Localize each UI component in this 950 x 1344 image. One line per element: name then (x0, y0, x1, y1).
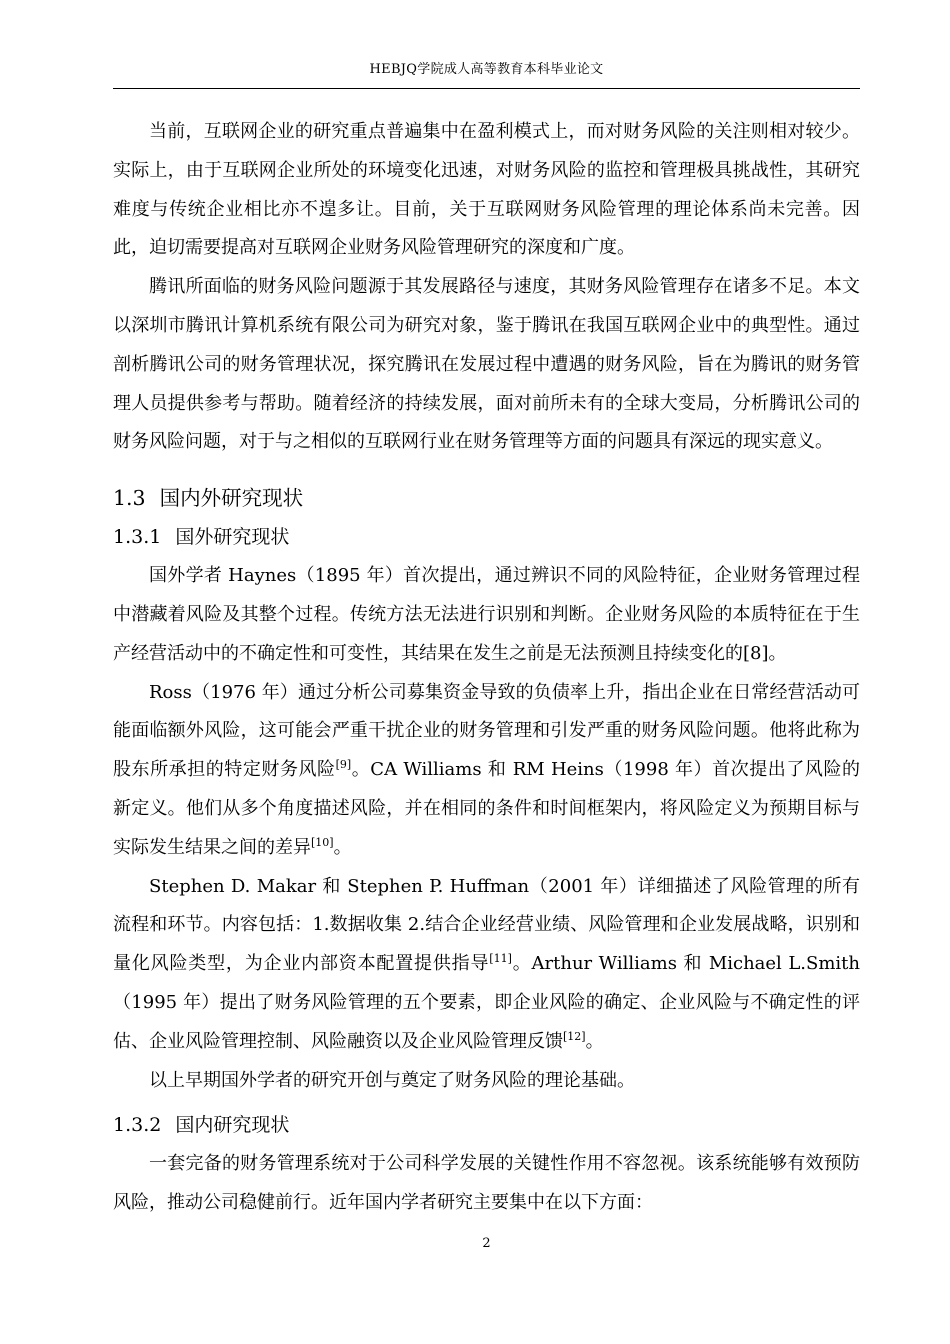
text-run: Ross（1976 年）通过分析公司募集资金导致的负债率上升，指出企业在日常经营活动可能面临额外风险，这可能会严重干扰企业的财务管理和引发严重的财务风险问题。他将此称为股东所承担的特定财务风险 (113, 681, 860, 781)
paragraph-foreign-1: 国外学者 Haynes（1895 年）首次提出，通过辨识不同的风险特征，企业财务管理过程中潜藏着风险及其整个过程。传统方法无法进行识别和判断。企业财务风险的本质特征在于生产经营活动中的不确定性和可变性，其结果在发生之前是无法预测且持续变化的[8]。 (113, 565, 860, 664)
page-body (113, 113, 860, 1223)
subsection-heading-1-3-2 (113, 1113, 860, 1137)
subsection-title: 国内研究现状 (175, 1114, 290, 1137)
citation: [9] (335, 758, 352, 772)
header-rule (113, 88, 860, 89)
text-run: 。 (333, 836, 352, 858)
paragraph-foreign-3 (113, 868, 860, 1062)
paragraph-foreign-4: 以上早期国外学者的研究开创与奠定了财务风险的理论基础。 (149, 1069, 635, 1091)
text-run: 。 (585, 1030, 604, 1052)
citation: [11] (489, 952, 512, 966)
paragraph-domestic-1: 一套完备的财务管理系统对于公司科学发展的关键性作用不容忽视。该系统能够有效预防风险，推动公司稳健前行。近年国内学者研究主要集中在以下方面： (113, 1153, 860, 1214)
subsection-heading-1-3-1 (113, 525, 860, 549)
paragraph-foreign-2 (113, 674, 860, 868)
section-heading-1-3 (113, 486, 860, 510)
subsection-number: 1.3.1 (113, 526, 162, 549)
text-run: 。CA Williams 和 RM Heins（1998 年）首次提出了风险的新定义。他们从多个角度描述风险，并在相同的条件和时间框架内，将风险定义为预期目标与实际发生结果之间的差异 (113, 759, 861, 858)
citation: [12] (563, 1029, 586, 1043)
subsection-number: 1.3.2 (113, 1114, 162, 1137)
section-title: 国内外研究现状 (159, 486, 304, 511)
section-number: 1.3 (113, 486, 146, 511)
citation: [10] (311, 835, 334, 849)
page-number: 2 (482, 1236, 491, 1251)
paragraph-intro-2: 腾讯所面临的财务风险问题源于其发展路径与速度，其财务风险管理存在诸多不足。本文以深圳市腾讯计算机系统有限公司为研究对象，鉴于腾讯在我国互联网企业中的典型性。通过剖析腾讯公司的财务管理状况，探究腾讯在发展过程中遭遇的财务风险，旨在为腾讯的财务管理人员提供参考与帮助。随着经济的持续发展，面对前所未有的全球大变局，分析腾讯公司的财务风险问题，对于与之相似的互联网行业在财务管理等方面的问题具有深远的现实意义。 (113, 276, 860, 453)
paragraph-intro-1: 当前，互联网企业的研究重点普遍集中在盈利模式上，而对财务风险的关注则相对较少。实际上，由于互联网企业所处的环境变化迅速，对财务风险的监控和管理极具挑战性，其研究难度与传统企业相比亦不遑多让。目前，关于互联网财务风险管理的理论体系尚未完善。因此，迫切需要提高对互联网企业财务风险管理研究的深度和广度。 (113, 121, 860, 259)
text-run: 。Arthur Williams 和 Michael L.Smith（1995 年）提出了财务风险管理的五个要素，即企业风险的确定、企业风险与不确定性的评估、企业风险管理控制、风险融资以及企业风险管理反馈 (113, 953, 861, 1052)
running-header: HEBJQ学院成人高等教育本科毕业论文 (369, 62, 604, 77)
subsection-title: 国外研究现状 (175, 526, 290, 549)
text-run: Stephen D. Makar 和 Stephen P. Huffman（2001 年）详细描述了风险管理的所有流程和环节。内容包括：1.数据收集 2.结合企业经营业绩、风险管理和企业发展战略，识别和量化风险类型，为企业内部资本配置提供指导 (113, 875, 860, 975)
